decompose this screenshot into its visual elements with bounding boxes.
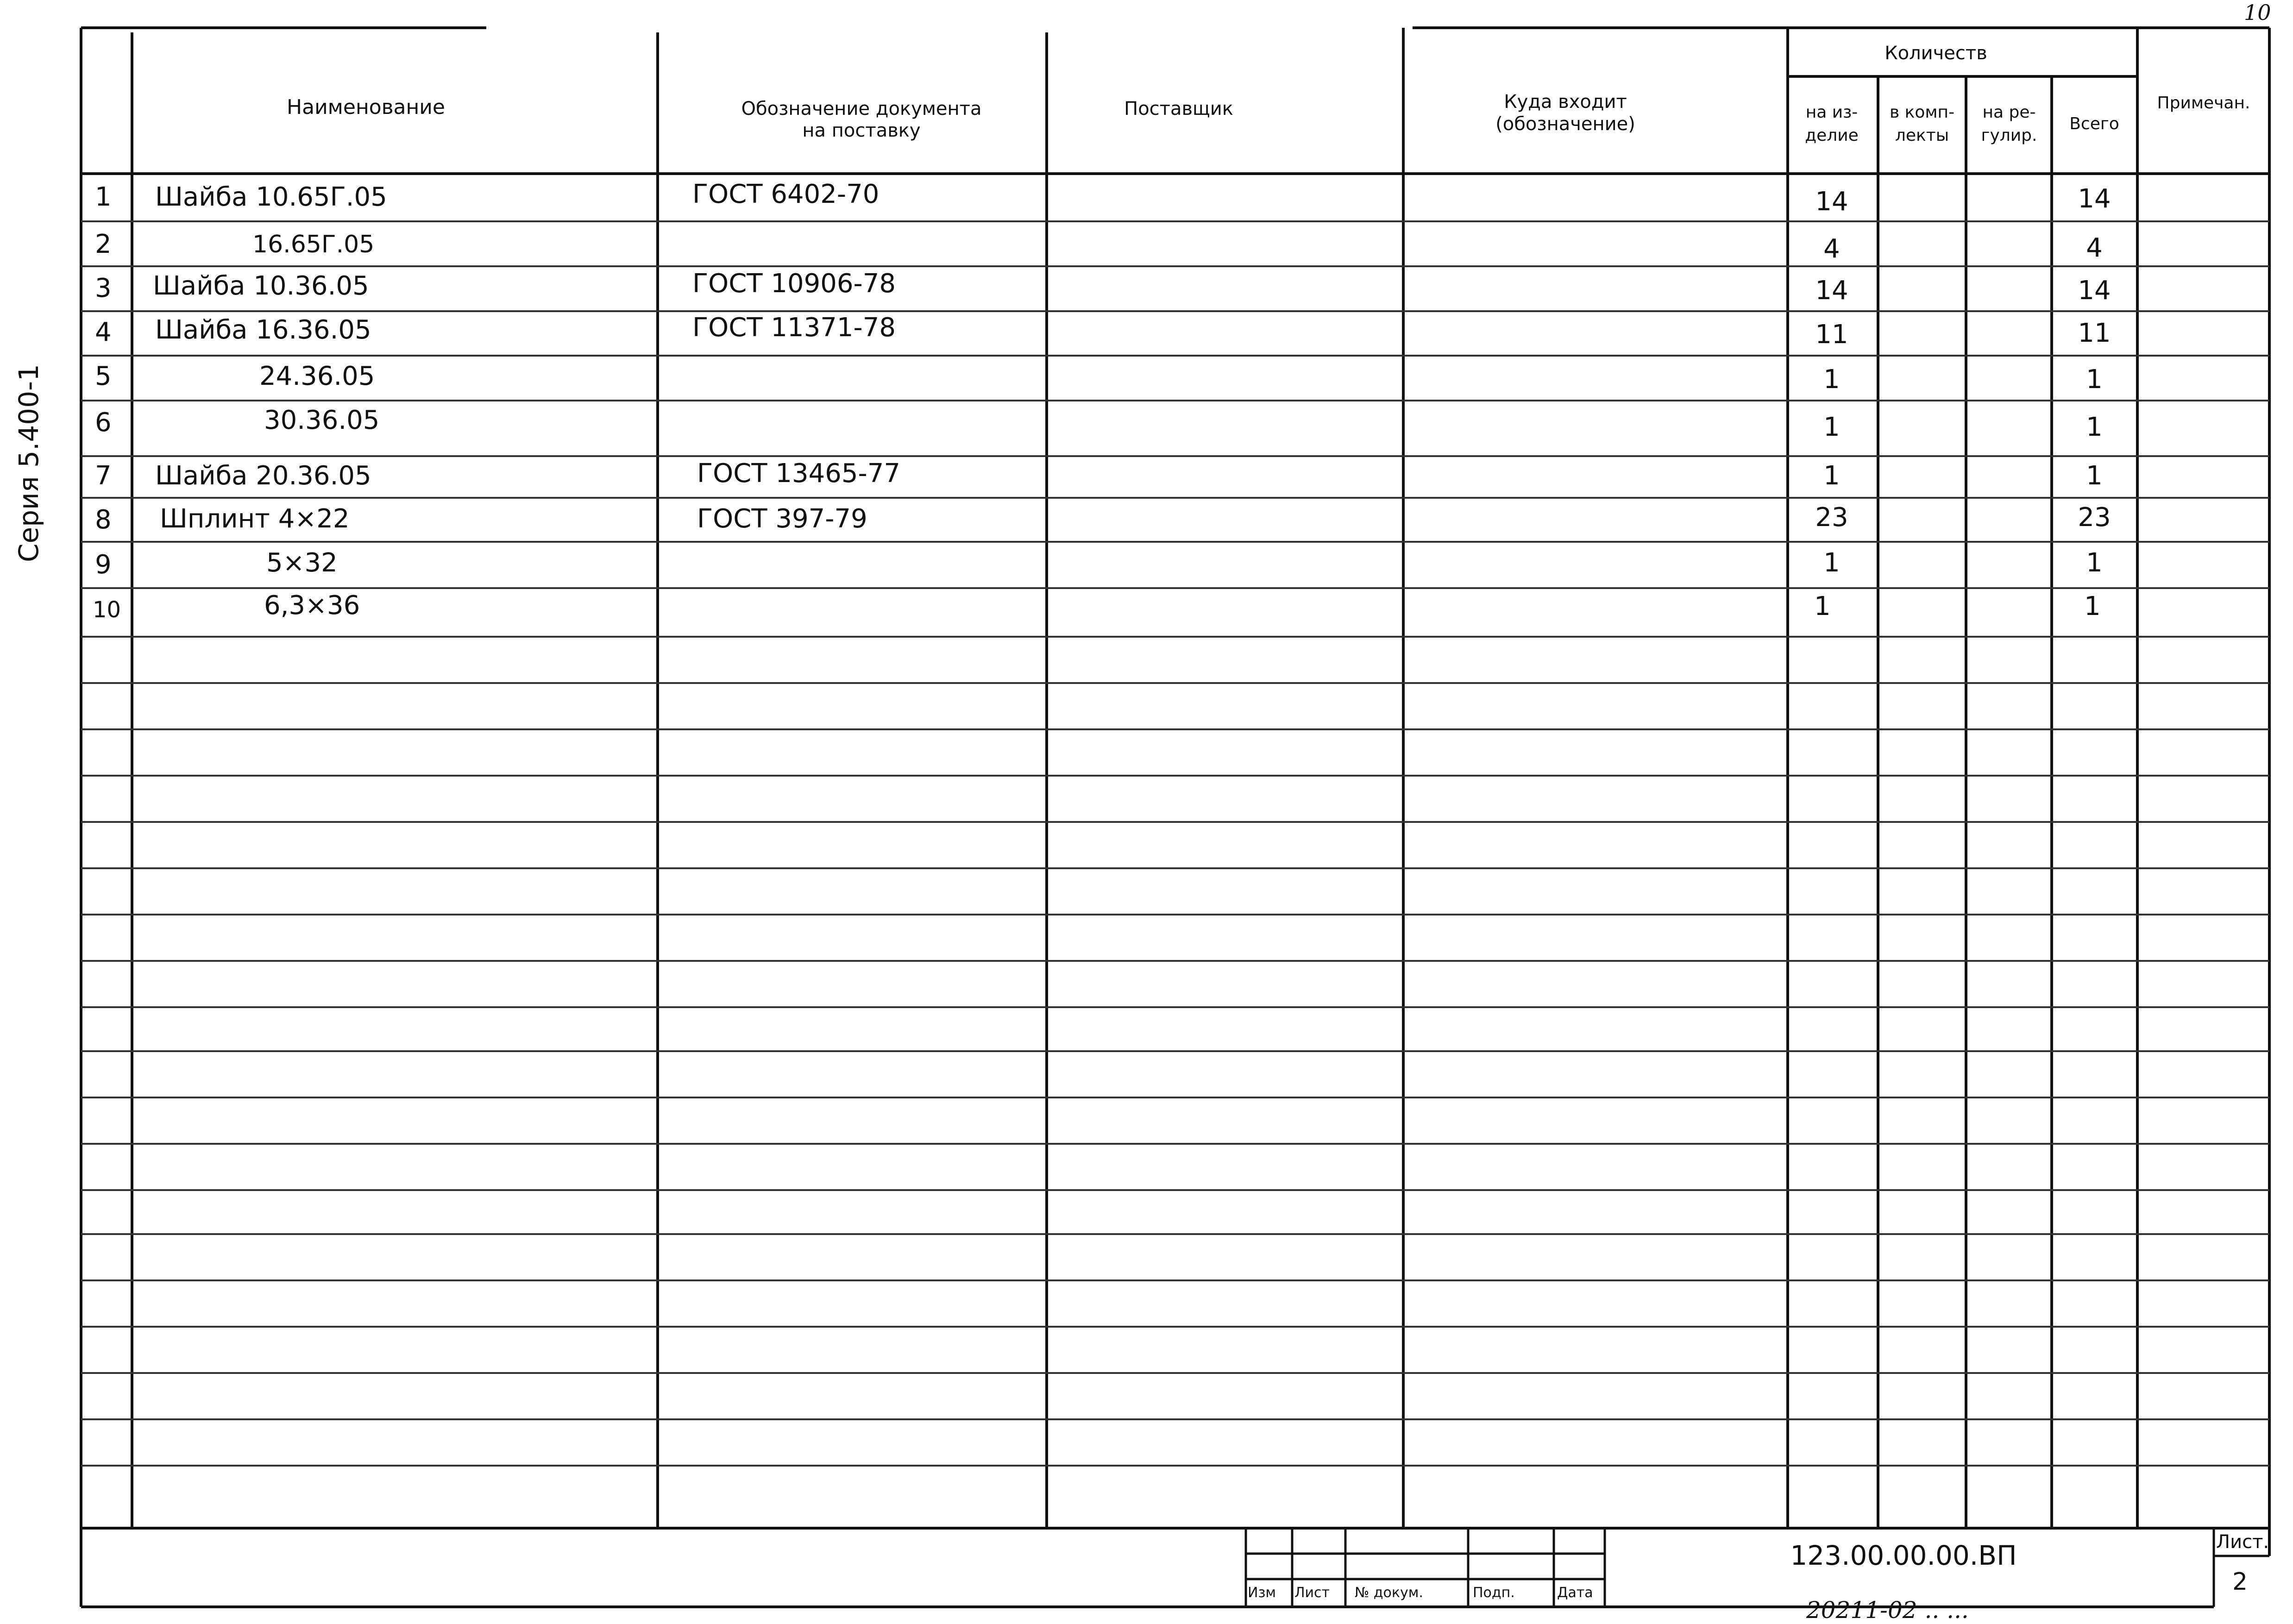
row-3-qty-product: 14 (1815, 276, 1848, 306)
header-doc-line2: на поставку (802, 120, 921, 141)
row-9-qty-total: 1 (2086, 548, 2103, 578)
row-9-number: 9 (95, 550, 112, 580)
row-10-qty-total: 1 (2084, 591, 2101, 621)
row-1-number: 1 (95, 182, 112, 212)
row-8-qty-product: 23 (1815, 502, 1848, 533)
row-4-qty-total: 11 (2078, 318, 2111, 348)
row-8-name: Шплинт 4×22 (160, 504, 350, 534)
document-designation: 123.00.00.00.ВП (1790, 1540, 2017, 1571)
series-label: Серия 5.400-1 (13, 364, 44, 562)
row-1-qty-product: 14 (1815, 187, 1848, 217)
row-4-qty-product: 11 (1815, 320, 1848, 350)
sheet-label: Лист. (2216, 1531, 2269, 1553)
row-3-qty-total: 14 (2078, 276, 2111, 306)
row-3-doc: ГОСТ 10906-78 (692, 269, 896, 299)
row-5-qty-product: 1 (1823, 364, 1840, 395)
row-7-name: Шайба 20.36.05 (155, 461, 371, 491)
row-1-name: Шайба 10.65Г.05 (155, 182, 387, 212)
row-2-number: 2 (95, 229, 112, 259)
row-6-qty-product: 1 (1823, 412, 1840, 442)
row-4-doc: ГОСТ 11371-78 (692, 313, 896, 343)
header-supplier: Поставщик (1124, 98, 1233, 119)
row-5-number: 5 (95, 361, 112, 391)
row-8-number: 8 (95, 505, 112, 535)
header-where-line2: (обозначение) (1495, 113, 1635, 135)
row-6-qty-total: 1 (2086, 412, 2103, 442)
stamp-col-date: Дата (1557, 1585, 1593, 1601)
sheet-number: 2 (2232, 1568, 2248, 1596)
row-10-name: 6,3×36 (264, 590, 360, 621)
stamp-col-sign: Подп. (1473, 1585, 1515, 1601)
row-6-name: 30.36.05 (264, 405, 380, 435)
row-2-qty-total: 4 (2086, 233, 2103, 263)
row-4-name: Шайба 16.36.05 (155, 315, 371, 345)
row-3-number: 3 (95, 273, 112, 303)
row-7-qty-product: 1 (1823, 461, 1840, 491)
header-quantity-group: Количеств (1885, 43, 1987, 64)
header-doc-line1: Обозначение документа (741, 98, 982, 119)
header-qty-product-line1: на из- (1805, 103, 1858, 122)
header-name: Наименование (287, 95, 445, 119)
row-9-name: 5×32 (266, 548, 338, 578)
row-4-number: 4 (95, 317, 112, 347)
row-1-doc: ГОСТ 6402-70 (692, 179, 880, 209)
header-qty-adjust-line2: гулир. (1981, 126, 2037, 145)
row-7-number: 7 (95, 461, 112, 491)
stamp-col-doc-no: № докум. (1355, 1585, 1423, 1601)
row-9-qty-product: 1 (1823, 548, 1840, 578)
row-7-doc: ГОСТ 13465-77 (697, 458, 900, 489)
row-8-qty-total: 23 (2078, 502, 2111, 533)
row-7-qty-total: 1 (2086, 461, 2103, 491)
header-where-line1: Куда входит (1504, 91, 1627, 113)
row-10-number: 10 (93, 597, 121, 623)
row-2-name: 16.65Г.05 (252, 231, 375, 258)
header-qty-sets-line2: лекты (1895, 126, 1949, 145)
row-8-doc: ГОСТ 397-79 (697, 504, 867, 534)
stamp-col-change: Изм (1248, 1585, 1276, 1601)
header-note: Примечан. (2157, 94, 2250, 113)
header-qty-product-line2: делие (1805, 126, 1859, 145)
row-10-qty-product: 1 (1814, 591, 1831, 621)
header-qty-sets-line1: в комп- (1889, 103, 1955, 122)
stamp-col-sheet: Лист (1294, 1585, 1330, 1601)
header-qty-adjust-line1: на ре- (1982, 103, 2036, 122)
row-2-qty-product: 4 (1823, 234, 1840, 264)
bottom-inventory-number: 20211-02 .. ... (1806, 1597, 1969, 1624)
row-5-name: 24.36.05 (259, 361, 375, 391)
row-3-name: Шайба 10.36.05 (153, 271, 369, 301)
row-1-qty-total: 14 (2078, 184, 2111, 214)
row-6-number: 6 (95, 408, 112, 438)
corner-sheet-number: 10 (2244, 0, 2271, 25)
row-5-qty-total: 1 (2086, 364, 2103, 395)
header-qty-total: Всего (2069, 114, 2119, 133)
